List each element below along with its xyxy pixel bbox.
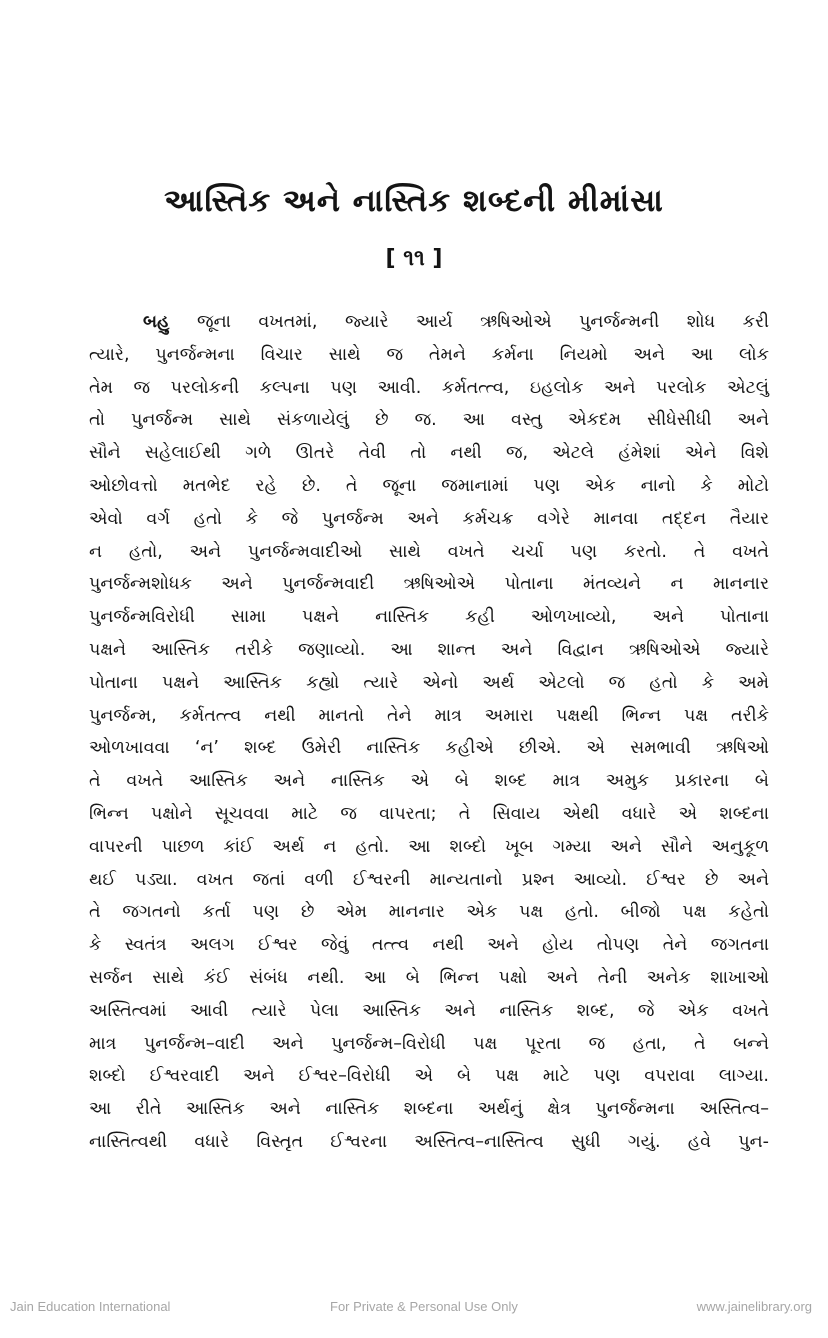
text-line: તે વખતે આસ્તિક અને નાસ્તિક એ બે શબ્દ માત્ર અમુક પ્રકારના બે bbox=[89, 771, 769, 792]
text-line: ભિન્ન પક્ષોને સૂચવવા માટે જ વાપરતા; તે સિવાય એથી વધારે એ શબ્દના bbox=[89, 803, 769, 824]
footer-usage-notice: For Private & Personal Use Only bbox=[330, 1299, 518, 1314]
text-line: એવો વર્ગ હતો કે જે પુનર્જન્મ અને કર્મચક્ર વગેરે માનવા તદ્દન તૈયાર bbox=[89, 508, 769, 529]
text-line: પક્ષને આસ્તિક તરીકે જણાવ્યો. આ શાન્ત અને વિદ્વાન ઋષિઓએ જ્યારે bbox=[89, 639, 769, 660]
text-line: માત્ર પુનર્જન્મ–વાદી અને પુનર્જન્મ–વિરોધી પક્ષ પૂરતા જ હતા, તે બન્ને bbox=[89, 1033, 769, 1054]
footer-publisher: Jain Education International bbox=[10, 1299, 171, 1314]
text-line: તેમ જ પરલોકની કલ્પના પણ આવી. કર્મતત્ત્વ, ઇહલોક અને પરલોક એટલું bbox=[89, 377, 769, 398]
text-line: થઈ પડ્યા. વખત જતાં વળી ઈશ્વરની માન્યતાનો પ્રશ્ન આવ્યો. ઈશ્વર છે અને bbox=[89, 869, 769, 890]
text-line: ન હતો, અને પુનર્જન્મવાદીઓ સાથે વખતે ચર્ચા પણ કરતો. તે વખતે bbox=[89, 541, 769, 562]
text-line: ઓળખાવવા ‘ન’ શબ્દ ઉમેરી નાસ્તિક કહીએ છીએ. એ સમભાવી ઋષિઓ bbox=[89, 738, 769, 759]
text-line: પોતાના પક્ષને આસ્તિક કહ્યો ત્યારે એનો અર્થ એટલો જ હતો કે અમે bbox=[89, 672, 769, 693]
text-line: પુનર્જન્મ, કર્મતત્ત્વ નથી માનતો તેને માત્ર અમારા પક્ષથી ભિન્ન પક્ષ તરીકે bbox=[89, 705, 769, 726]
text-line: બહુ જૂના વખતમાં, જ્યારે આર્ય ઋષિઓએ પુનર્જન્મની શોધ કરી bbox=[143, 312, 769, 332]
chapter-title: આસ્તિક અને નાસ્તિક શબ્દની મીમાંસા bbox=[164, 183, 664, 219]
chapter-number: [ ૧૧ ] bbox=[385, 246, 443, 271]
text-line: વાપરની પાછળ કાંઈ અર્થ ન હતો. આ શબ્દો ખૂબ ગમ્યા અને સૌને અનુકૂળ bbox=[89, 836, 769, 857]
lead-word: બહુ bbox=[143, 312, 170, 332]
text-line: ઓછોવત્તો મતભેદ રહે છે. તે જૂના જમાનામાં પણ એક નાનો કે મોટો bbox=[89, 475, 769, 496]
text-line: નાસ્તિત્વથી વધારે વિસ્તૃત ઈશ્વરના અસ્તિત્વ–નાસ્તિત્વ સુધી ગયું. હવે પુન- bbox=[89, 1131, 769, 1152]
text-line: આ રીતે આસ્તિક અને નાસ્તિક શબ્દના અર્થનું ક્ષેત્ર પુનર્જન્મના અસ્તિત્વ– bbox=[89, 1099, 769, 1120]
body-paragraph bbox=[89, 306, 769, 1159]
footer-website: www.jainelibrary.org bbox=[696, 1299, 812, 1314]
text-line: કે સ્વતંત્ર અલગ ઈશ્વર જેવું તત્ત્વ નથી અને હોય તોપણ તેને જગતના bbox=[89, 935, 769, 956]
text-line: પુનર્જન્મશોધક અને પુનર્જન્મવાદી ઋષિઓએ પોતાના મંતવ્યને ન માનનાર bbox=[89, 574, 769, 595]
text-line: સૌને સહેલાઈથી ગળે ઊતરે તેવી તો નથી જ, એટલે હંમેશાં એને વિશે bbox=[89, 443, 769, 464]
text-line: અસ્તિત્વમાં આવી ત્યારે પેલા આસ્તિક અને નાસ્તિક શબ્દ, જે એક વખતે bbox=[89, 1000, 769, 1021]
text-line: તે જગતનો કર્તા પણ છે એમ માનનાર એક પક્ષ હતો. બીજો પક્ષ કહેતો bbox=[89, 902, 769, 923]
text-line: શબ્દો ઈશ્વરવાદી અને ઈશ્વર–વિરોધી એ બે પક્ષ માટે પણ વપરાવા લાગ્યા. bbox=[89, 1066, 769, 1087]
text-line: પુનર્જન્મવિરોધી સામા પક્ષને નાસ્તિક કહી ઓળખાવ્યો, અને પોતાના bbox=[89, 607, 769, 628]
text-line: સર્જન સાથે કંઈ સંબંધ નથી. આ બે ભિન્ન પક્ષો અને તેની અનેક શાખાઓ bbox=[89, 967, 769, 988]
text-line: તો પુનર્જન્મ સાથે સંકળાયેલું છે જ. આ વસ્તુ એકદમ સીધેસીધી અને bbox=[89, 410, 769, 431]
text-line: ત્યારે, પુનર્જન્મના વિચાર સાથે જ તેમને કર્મના નિયમો અને આ લોક bbox=[89, 344, 769, 365]
page-footer bbox=[0, 1299, 828, 1319]
